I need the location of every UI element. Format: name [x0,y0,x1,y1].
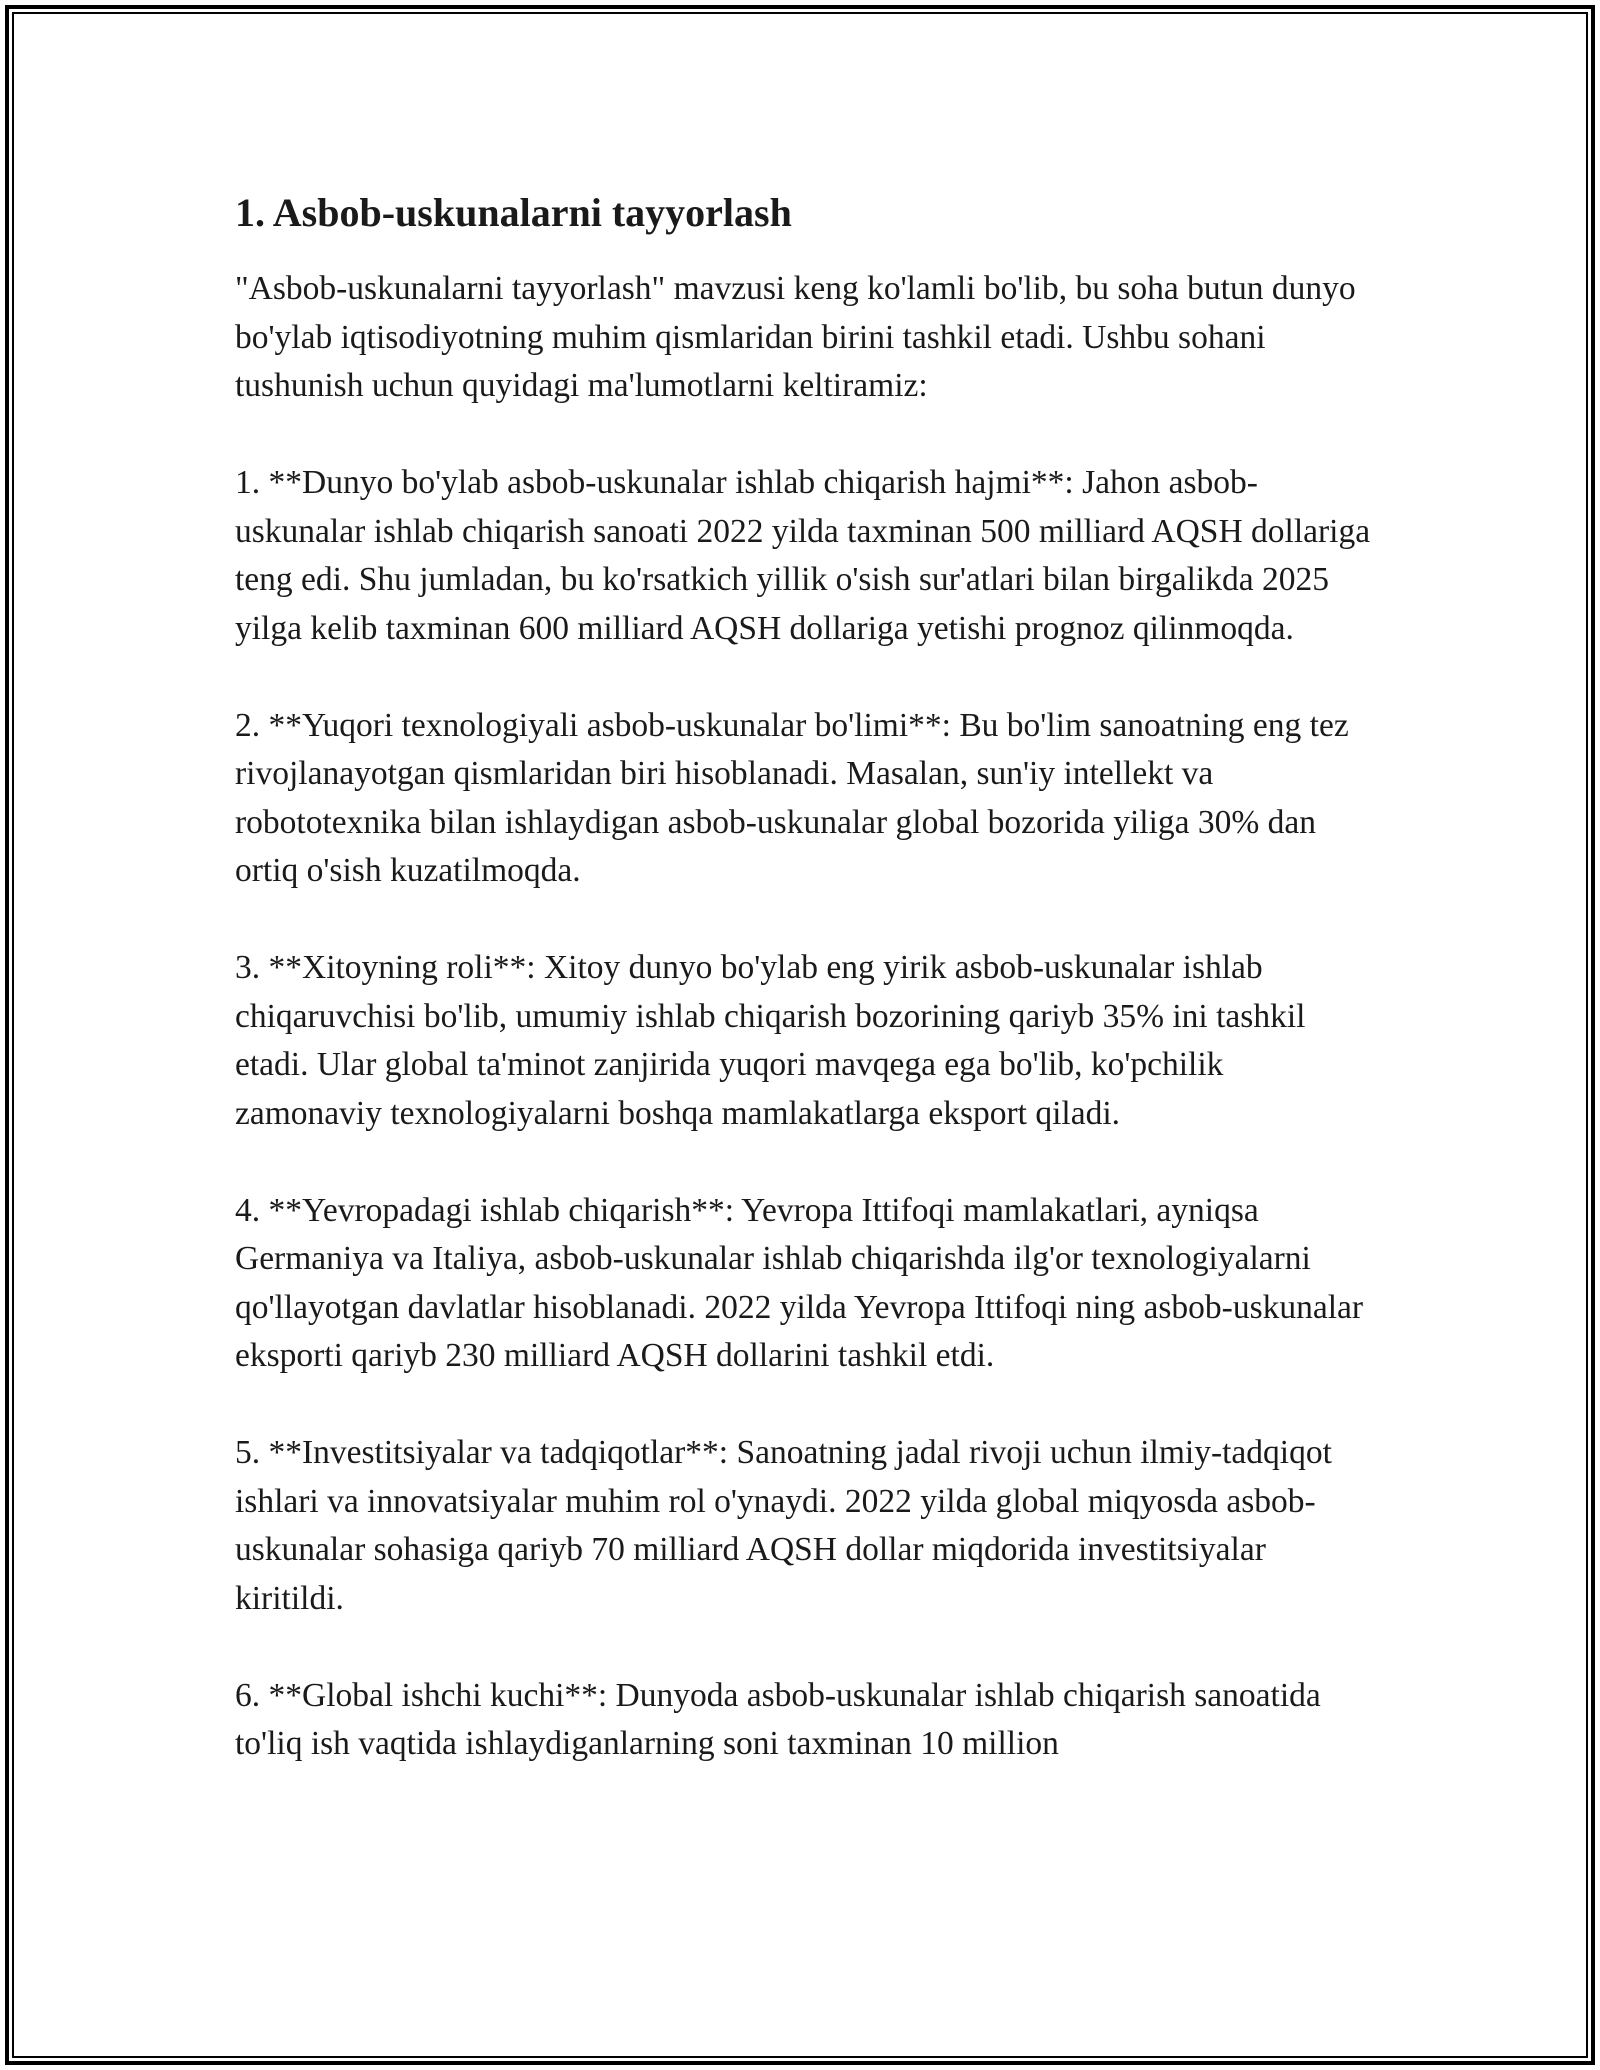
list-item-4-paragraph: 4. **Yevropadagi ishlab chiqarish**: Yevropa Ittifoqi mamlakatlari, ayniqsa Germaniya va Italiya, asbob-uskunalar ishlab chiqarishda ilg'or texnologiyalarni qo'llayotgan davlatlar hisoblanadi. 2022 yilda Yevropa Ittifoqi ning asbob-uskunalar eksporti qariyb 230 milliard AQSH dollarini tashkil etdi. [235,1191,1364,1374]
list-item-2-paragraph: 2. **Yuqori texnologiyali asbob-uskunalar bo'limi**: Bu bo'lim sanoatning eng tez rivojlanayotgan qismlaridan biri hisoblanadi. Masalan, sun'iy intellekt va robototexnika bilan ishlaydigan asbob-uskunalar global bozorida yiliga 30% dan ortiq o'sish kuzatilmoqda. [235,706,1349,889]
document-body [235,183,1375,1817]
section-heading: 1. Asbob-uskunalarni tayyorlash [235,190,792,235]
intro-paragraph: "Asbob-uskunalarni tayyorlash" mavzusi keng ko'lamli bo'lib, bu soha butun dunyo bo'ylab iqtisodiyotning muhim qismlaridan birini tashkil etadi. Ushbu sohani tushunish uchun quyidagi ma'lumotlarni keltiramiz: [235,270,1356,404]
list-item-1-paragraph: 1. **Dunyo bo'ylab asbob-uskunalar ishlab chiqarish hajmi**: Jahon asbob-uskunalar ishlab chiqarish sanoati 2022 yilda taxminan 500 milliard AQSH dollariga teng edi. Shu jumladan, bu ko'rsatkich yillik o'sish sur'atlari bilan birgalikda 2025 yilga kelib taxminan 600 milliard AQSH dollariga yetishi prognoz qilinmoqda. [235,464,1371,647]
list-item-5-paragraph: 5. **Investitsiyalar va tadqiqotlar**: Sanoatning jadal rivoji uchun ilmiy-tadqiqot ishlari va innovatsiyalar muhim rol o'ynaydi. 2022 yilda global miqyosda asbob-uskunalar sohasiga qariyb 70 milliard AQSH dollar miqdorida investitsiyalar kiritildi. [235,1434,1332,1617]
list-item-6-paragraph: 6. **Global ishchi kuchi**: Dunyoda asbob-uskunalar ishlab chiqarish sanoatida to'liq ish vaqtida ishlaydiganlarning soni taxminan 10 million [235,1676,1321,1762]
list-item-3-paragraph: 3. **Xitoyning roli**: Xitoy dunyo bo'ylab eng yirik asbob-uskunalar ishlab chiqaruvchisi bo'lib, umumiy ishlab chiqarish bozorining qariyb 35% ini tashkil etadi. Ular global ta'minot zanjirida yuqori mavqega ega bo'lib, ko'pchilik zamonaviy texnologiyalarni boshqa mamlakatlarga eksport qiladi. [235,949,1306,1132]
